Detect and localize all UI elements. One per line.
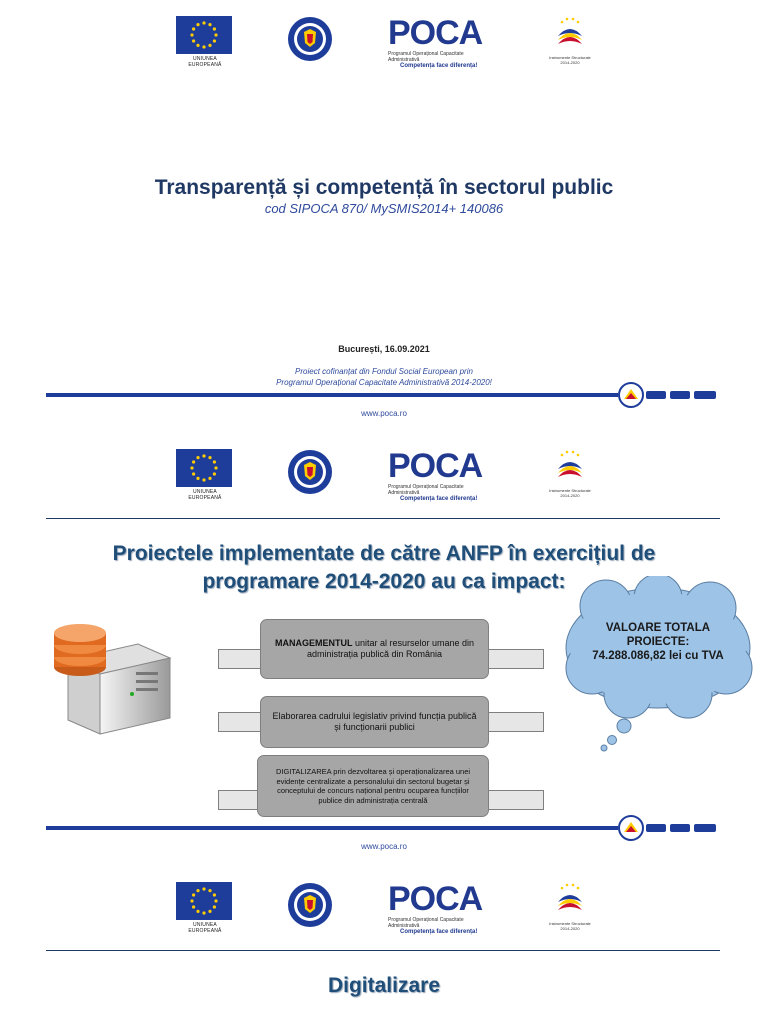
poca-program: Programul Operațional Capacitate Administrativă bbox=[388, 484, 464, 496]
slide2-website[interactable]: www.poca.ro bbox=[361, 842, 407, 851]
cloud-line-2: PROIECTE: bbox=[626, 636, 690, 648]
poca-logo bbox=[388, 882, 493, 935]
management-rest: unitar al resurselor umane din administrația publică din România bbox=[306, 638, 475, 659]
structural-instruments-icon bbox=[552, 449, 588, 483]
poca-tagline: Competența face diferența! bbox=[400, 496, 478, 502]
impact-box-digitalization-text: DIGITALIZAREA prin dezvoltarea și operaționalizarea unei evidențe centralizate a personalului din sectorul bugetar și conceptului de concurs național pentru ocuparea funcțiilor publice din administrația centrală bbox=[275, 767, 471, 805]
eu-caption: UNIUNEA EUROPEANĂ bbox=[188, 922, 222, 934]
poca-program: Programul Operațional Capacitate Administrativă bbox=[388, 51, 464, 63]
eu-flag-icon bbox=[176, 882, 232, 920]
footer-block-3 bbox=[694, 824, 716, 832]
structural-instruments-icon bbox=[552, 16, 588, 50]
poca-logo bbox=[388, 16, 493, 69]
value-cloud-text bbox=[570, 621, 746, 663]
eu-flag-icon bbox=[176, 16, 232, 54]
cloud-line-3: 74.288.086,82 lei cu TVA bbox=[592, 650, 724, 662]
logo-row-2 bbox=[0, 449, 768, 509]
footer-line bbox=[46, 826, 618, 830]
poca-logo bbox=[388, 449, 493, 502]
divider-line-2 bbox=[46, 518, 720, 519]
structural-instruments-caption-1: Instrumente Structurale bbox=[549, 55, 591, 60]
poca-wordmark: POCA bbox=[388, 447, 483, 485]
structural-instruments-logo bbox=[546, 449, 594, 498]
structural-instruments-caption-2: 2014-2020 bbox=[560, 60, 580, 65]
eu-logo bbox=[176, 449, 234, 501]
structural-instruments-caption-2: 2014-2020 bbox=[560, 493, 580, 498]
logo-row-3 bbox=[0, 882, 768, 942]
cofinance-line-2: Programul Operațional Capacitate Administrativă 2014-2020! bbox=[276, 378, 492, 387]
eu-logo bbox=[176, 16, 234, 68]
footer-line bbox=[46, 393, 618, 397]
eu-caption: UNIUNEA EUROPEANĂ bbox=[188, 56, 222, 68]
slide2-heading-line-1: Proiectele implementate de către ANFP în exercițiul de bbox=[112, 542, 656, 565]
slide1-project-code: cod SIPOCA 870/ MySMIS2014+ 140086 bbox=[264, 201, 504, 216]
footer-block-1 bbox=[646, 391, 666, 399]
footer-block-2 bbox=[670, 824, 690, 832]
structural-instruments-caption-2: 2014-2020 bbox=[560, 926, 580, 931]
government-seal-icon bbox=[287, 449, 333, 500]
slide1-city-date: București, 16.09.2021 bbox=[338, 344, 430, 354]
cloud-line-1: VALOARE TOTALA bbox=[605, 622, 711, 634]
impact-box-legislation bbox=[260, 696, 489, 748]
eu-logo bbox=[176, 882, 234, 934]
structural-instruments-logo bbox=[546, 16, 594, 65]
impact-box-management-text bbox=[269, 638, 480, 660]
eu-caption: UNIUNEA EUROPEANĂ bbox=[188, 489, 222, 501]
structural-instruments-logo bbox=[546, 882, 594, 931]
footer-bar-1 bbox=[46, 382, 718, 406]
slide1-website[interactable]: www.poca.ro bbox=[361, 409, 407, 418]
divider-line-3 bbox=[46, 950, 720, 951]
poca-program: Programul Operațional Capacitate Administrativă bbox=[388, 917, 464, 929]
database-server-icon bbox=[40, 622, 180, 742]
poca-emblem-icon bbox=[616, 815, 646, 841]
slide1-title: Transparență și competență în sectorul public bbox=[154, 176, 614, 199]
impact-box-digitalization bbox=[257, 755, 489, 817]
slide2-heading-line-2: programare 2014-2020 au ca impact: bbox=[202, 570, 566, 593]
value-cloud-icon bbox=[560, 576, 756, 752]
poca-tagline: Competența face diferența! bbox=[400, 929, 478, 935]
footer-block-3 bbox=[694, 391, 716, 399]
footer-block-1 bbox=[646, 824, 666, 832]
management-bold: MANAGEMENTUL bbox=[274, 638, 353, 648]
slide3-heading: Digitalizare bbox=[327, 974, 441, 997]
structural-instruments-icon bbox=[552, 882, 588, 916]
poca-tagline: Competența face diferența! bbox=[400, 63, 478, 69]
government-seal-icon bbox=[287, 16, 333, 67]
impact-box-management bbox=[260, 619, 489, 679]
footer-bar-2 bbox=[46, 815, 718, 839]
eu-flag-icon bbox=[176, 449, 232, 487]
poca-wordmark: POCA bbox=[388, 880, 483, 918]
cofinance-line-1: Proiect cofinanțat din Fondul Social European prin bbox=[295, 367, 473, 376]
structural-instruments-caption-1: Instrumente Structurale bbox=[549, 488, 591, 493]
government-seal-icon bbox=[287, 882, 333, 933]
structural-instruments-caption-1: Instrumente Structurale bbox=[549, 921, 591, 926]
poca-emblem-icon bbox=[616, 382, 646, 408]
impact-box-legislation-text: Elaborarea cadrului legislativ privind funcția publică și funcționarii publici bbox=[272, 711, 477, 732]
poca-wordmark: POCA bbox=[388, 14, 483, 52]
footer-block-2 bbox=[670, 391, 690, 399]
logo-row-1 bbox=[0, 16, 768, 76]
